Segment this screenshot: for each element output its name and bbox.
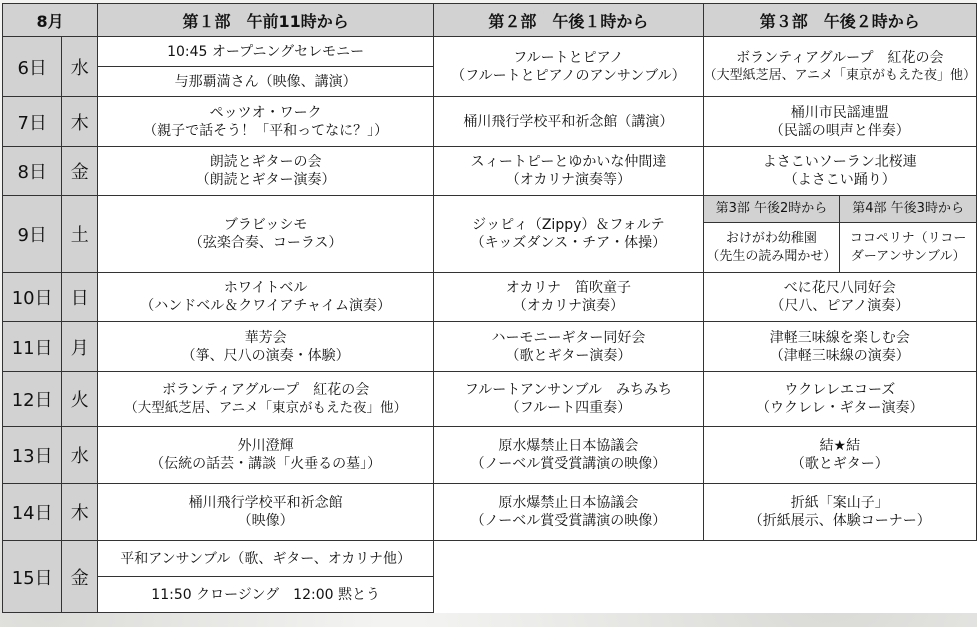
- part1-header: 第１部 午前11時から: [98, 4, 434, 37]
- part1-event: 11:50 クロージング 12:00 黙とう: [98, 577, 434, 613]
- part1-event: 与那覇満さん（映像、講演）: [98, 67, 434, 97]
- part3-event: よさこいソーラン北桜連 （よさこい踊り）: [703, 147, 976, 196]
- table-row: [3, 484, 977, 541]
- part2-event: 桶川飛行学校平和祈念館（講演）: [434, 97, 703, 147]
- weekday-cell: 金: [62, 147, 98, 196]
- part1-event: 華芳会 （箏、尺八の演奏・体験）: [98, 322, 434, 372]
- part1-event: ブラビッシモ （弦楽合奏、コーラス）: [98, 196, 434, 273]
- part3-event: 桶川市民謡連盟 （民謡の唄声と伴奏）: [703, 97, 976, 147]
- day-cell: 15日: [3, 541, 62, 613]
- part1-event: 平和アンサンブル（歌、ギター、オカリナ他）: [98, 541, 434, 577]
- day-cell: 9日: [3, 196, 62, 273]
- weekday-cell: 木: [62, 484, 98, 541]
- part3-subheader: 第3部 午後2時から: [703, 196, 840, 223]
- part3-event: ボランティアグループ 紅花の会 （大型紙芝居、アニメ「東京がもえた夜」他）: [703, 37, 976, 97]
- part2-event: スィートピーとゆかいな仲間達 （オカリナ演奏等）: [434, 147, 703, 196]
- table-row: [3, 427, 977, 484]
- day-cell: 8日: [3, 147, 62, 196]
- part2-event: フルートとピアノ （フルートとピアノのアンサンブル）: [434, 37, 703, 97]
- part4-subheader: 第4部 午後3時から: [840, 196, 977, 223]
- part1-event: ペッツオ・ワーク （親子で話そう！「平和ってなに？」）: [98, 97, 434, 147]
- part3-event: 津軽三味線を楽しむ会 （津軽三味線の演奏）: [703, 322, 976, 372]
- part2-event: 原水爆禁止日本協議会 （ノーベル賞受賞講演の映像）: [434, 484, 703, 541]
- day-cell: 6日: [3, 37, 62, 97]
- weekday-cell: 木: [62, 97, 98, 147]
- month-header: 8月: [3, 4, 98, 37]
- event-schedule-table: [2, 3, 977, 613]
- table-row: [3, 196, 977, 223]
- part3-event: べに花尺八同好会 （尺八、ピアノ演奏）: [703, 273, 976, 322]
- part3-event: 折紙「案山子」 （折紙展示、体験コーナー）: [703, 484, 976, 541]
- table-row: [3, 37, 977, 67]
- part1-event: ボランティアグループ 紅花の会 （大型紙芝居、アニメ「東京がもえた夜」他）: [98, 372, 434, 427]
- part1-event: ホワイトベル （ハンドベル＆クワイアチャイム演奏）: [98, 273, 434, 322]
- table-row: [3, 322, 977, 372]
- day-cell: 10日: [3, 273, 62, 322]
- table-row: [3, 273, 977, 322]
- table-row: [3, 147, 977, 196]
- part3-event: ウクレレエコーズ （ウクレレ・ギター演奏）: [703, 372, 976, 427]
- part2-header: 第２部 午後１時から: [434, 4, 703, 37]
- part4-event: ココペリナ（リコー ダーアンサンブル）: [840, 223, 977, 273]
- part2-event: ハーモニーギター同好会 （歌とギター演奏）: [434, 322, 703, 372]
- part3-header: 第３部 午後２時から: [703, 4, 976, 37]
- weekday-cell: 水: [62, 427, 98, 484]
- table-row: [3, 541, 977, 577]
- empty-area: [434, 541, 977, 613]
- weekday-cell: 月: [62, 322, 98, 372]
- weekday-cell: 火: [62, 372, 98, 427]
- weekday-cell: 日: [62, 273, 98, 322]
- day-cell: 11日: [3, 322, 62, 372]
- part2-event: フルートアンサンブル みちみち （フルート四重奏）: [434, 372, 703, 427]
- table-row: [3, 372, 977, 427]
- part1-event: 外川澄輝 （伝統の話芸・講談「火垂るの墓」）: [98, 427, 434, 484]
- part1-event: 10:45 オープニングセレモニー: [98, 37, 434, 67]
- day-cell: 14日: [3, 484, 62, 541]
- weekday-cell: 土: [62, 196, 98, 273]
- day-cell: 7日: [3, 97, 62, 147]
- weekday-cell: 金: [62, 541, 98, 613]
- part3-event: おけがわ幼稚園 （先生の読み聞かせ）: [703, 223, 840, 273]
- day-cell: 13日: [3, 427, 62, 484]
- weekday-cell: 水: [62, 37, 98, 97]
- table-row: [3, 97, 977, 147]
- part1-event: 朗読とギターの会 （朗読とギター演奏）: [98, 147, 434, 196]
- part2-event: オカリナ 笛吹童子 （オカリナ演奏）: [434, 273, 703, 322]
- part1-event: 桶川飛行学校平和祈念館 （映像）: [98, 484, 434, 541]
- part2-event: ジッピィ（Zippy）＆フォルテ （キッズダンス・チア・体操）: [434, 196, 703, 273]
- day-cell: 12日: [3, 372, 62, 427]
- part3-event: 結★結 （歌とギター）: [703, 427, 976, 484]
- header-row: [3, 4, 977, 37]
- part2-event: 原水爆禁止日本協議会 （ノーベル賞受賞講演の映像）: [434, 427, 703, 484]
